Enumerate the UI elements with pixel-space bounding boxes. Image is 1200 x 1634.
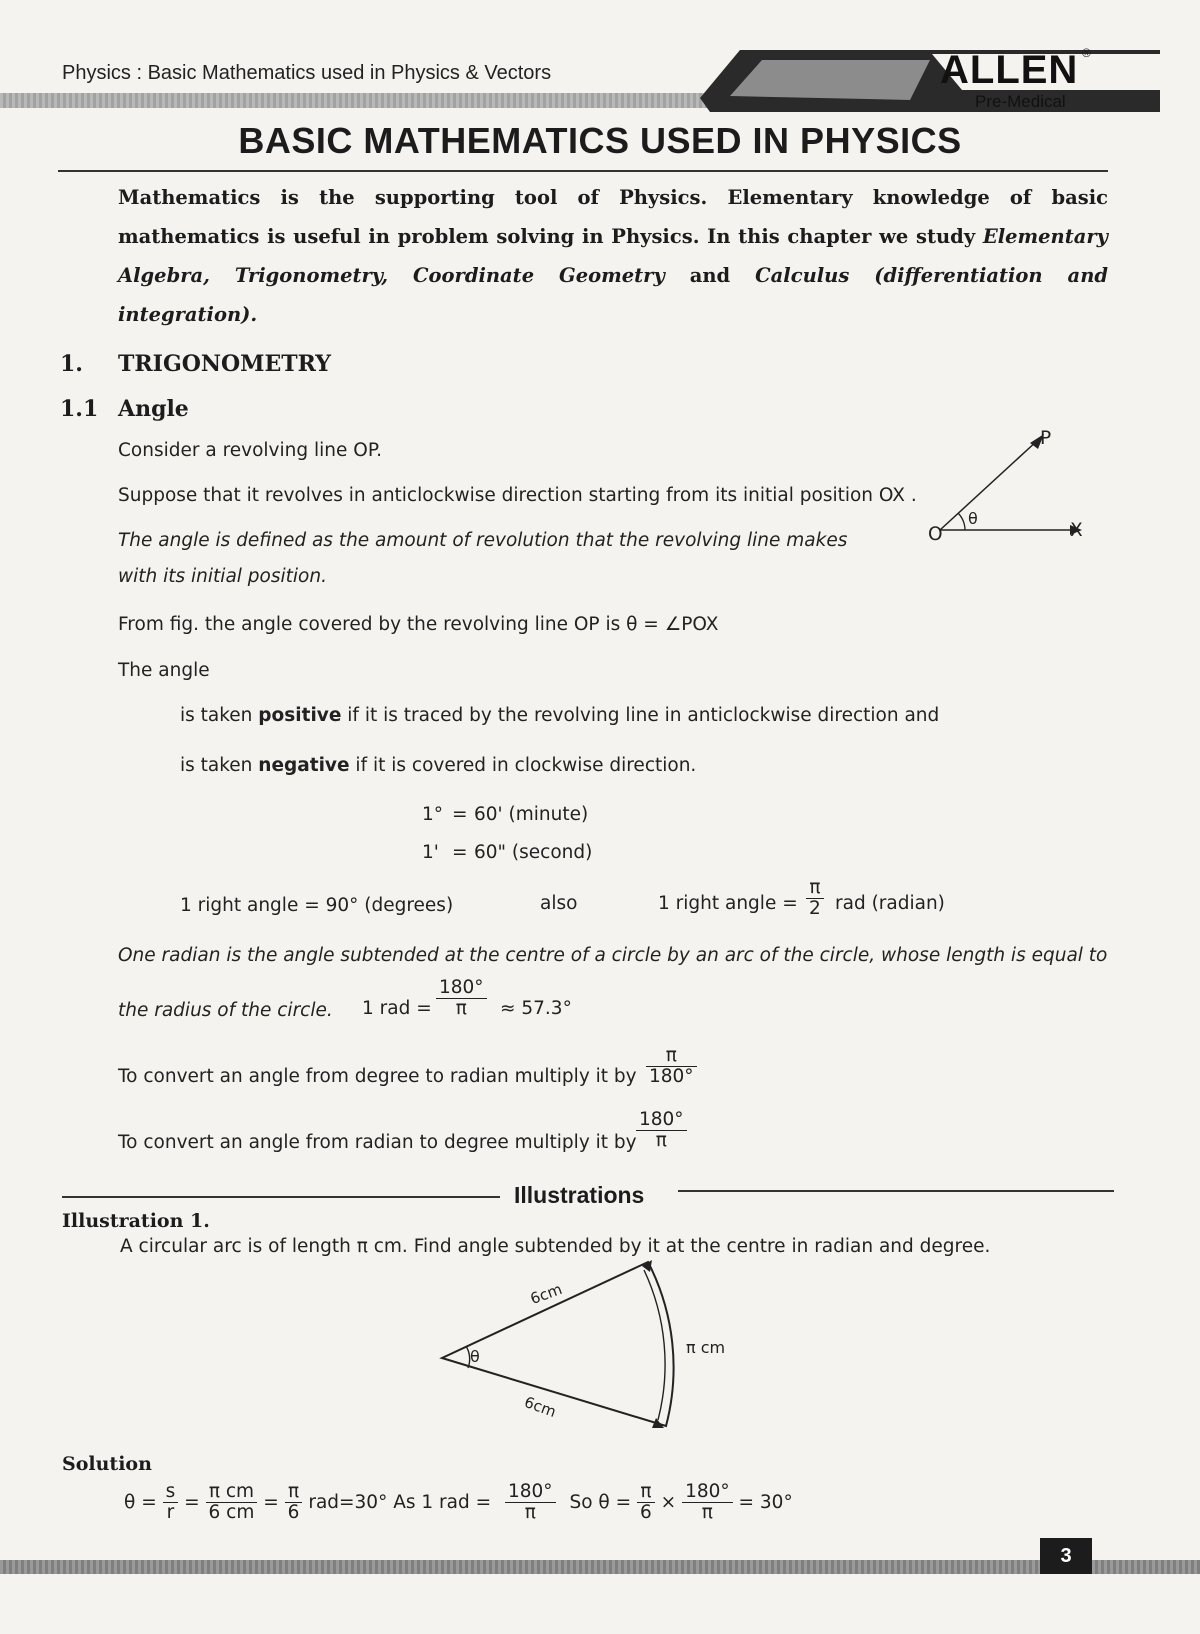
d2r-denominator: 180° — [649, 1066, 694, 1088]
degree-lhs: 1° — [422, 804, 444, 825]
sol-theta-eq: θ = — [124, 1491, 157, 1513]
section-1-number: 1. — [60, 351, 83, 377]
illustration-label: Illustration 1. — [62, 1210, 210, 1232]
illustrations-rule-right — [678, 1190, 1114, 1192]
sol-eq-1: = — [184, 1491, 200, 1513]
negative-pre: is taken — [180, 755, 259, 776]
fig-label-p: P — [1040, 428, 1052, 449]
registered-mark: ® — [1082, 46, 1091, 60]
illustration-question: A circular arc is of length π cm. Find angle subtended by it at the centre in radian and degree. — [120, 1236, 991, 1257]
intro-trig: Trigonometry, Coordinate Geometry — [234, 264, 665, 287]
allen-logo: ALLEN — [940, 48, 1079, 92]
rad-numerator: 180° — [436, 978, 487, 999]
op-line — [940, 440, 1038, 530]
sol-pi: π — [285, 1482, 303, 1503]
minute-eq: = — [452, 842, 468, 863]
r2d-numerator: 180° — [636, 1110, 687, 1131]
intro-paragraph — [118, 178, 1108, 334]
sector-theta-label: θ — [470, 1347, 480, 1366]
deg-to-rad-text: To convert an angle from degree to radian multiply it by — [118, 1066, 637, 1087]
positive-post: if it is traced by the revolving line in anticlockwise direction and — [341, 705, 940, 726]
d2r-numerator: π — [646, 1046, 697, 1067]
sol-n180: 180° — [505, 1482, 556, 1503]
sol-dpi: π — [524, 1502, 536, 1524]
sol-eq-2: = — [263, 1491, 279, 1513]
sol-r: r — [166, 1502, 175, 1524]
breadcrumb: Physics : Basic Mathematics used in Physics & Vectors — [62, 62, 552, 84]
pi-over-two — [806, 878, 824, 920]
one-rad-pre: 1 rad = — [362, 998, 432, 1019]
angle-line-2: Suppose that it revolves in anticlockwise direction starting from its initial position OX . — [118, 485, 917, 506]
radian-definition-2: the radius of the circle. — [118, 1000, 333, 1021]
degree-eq: = — [452, 804, 468, 825]
title-rule — [58, 170, 1108, 172]
intro-and: and — [664, 264, 756, 287]
page-title: BASIC MATHEMATICS USED IN PHYSICS — [238, 120, 962, 161]
negative-rule — [180, 755, 696, 776]
sol-six: 6 — [287, 1502, 300, 1524]
approx-value: ≈ 57.3° — [500, 998, 572, 1019]
section-1-1-title: Angle — [118, 396, 189, 422]
solution-equation — [124, 1482, 793, 1524]
rad-suffix: rad (radian) — [835, 893, 945, 914]
rad-to-deg-fraction — [636, 1110, 687, 1152]
sol-picm: π cm — [206, 1482, 258, 1503]
angle-definition-1: The angle is defined as the amount of revolution that the revolving line makes — [118, 530, 848, 551]
radian-definition: One radian is the angle subtended at the centre of a circle by an arc of the circle, whose length is equal to — [118, 945, 1108, 966]
sector-bottom-label: 6cm — [521, 1393, 559, 1421]
two-denominator: 2 — [809, 898, 821, 920]
sector-top-label: 6cm — [527, 1280, 565, 1308]
rad-to-deg-text: To convert an angle from radian to degree multiply it by — [118, 1132, 637, 1153]
sol-sixcm: 6 cm — [208, 1502, 255, 1524]
sol-dpi-2: π — [701, 1502, 713, 1524]
the-angle-line: The angle — [118, 660, 210, 681]
pre-medical-label: Pre-Medical — [975, 92, 1066, 111]
angle-definition-2: with its initial position. — [118, 566, 327, 587]
sol-rad30: rad=30° As 1 rad = — [308, 1491, 492, 1513]
negative-post: if it is covered in clockwise direction. — [349, 755, 697, 776]
theta-arc — [958, 513, 965, 530]
fig-label-theta: θ — [968, 509, 978, 528]
r2d-denominator: π — [655, 1130, 667, 1152]
sol-so: So θ = — [569, 1491, 632, 1513]
solution-label: Solution — [62, 1453, 152, 1475]
fig-label-x: X — [1070, 520, 1083, 541]
sol-n180-2: 180° — [682, 1482, 733, 1503]
intro-algebra: Elementary Algebra, — [118, 225, 1108, 287]
sol-pi-2: π — [637, 1482, 655, 1503]
angle-line-1: Consider a revolving line OP. — [118, 440, 382, 461]
footer-band — [0, 1560, 1200, 1574]
intro-calculus: Calculus (differentiation and integration). — [118, 264, 1109, 326]
rad-denominator: π — [455, 998, 467, 1020]
right-angle-radian-pre: 1 right angle = — [658, 893, 798, 914]
positive-pre: is taken — [180, 705, 259, 726]
illustrations-rule-left — [62, 1196, 500, 1198]
intro-text: Mathematics is the supporting tool of Physics. Elementary knowledge of basic mathematics is useful in problem solving in Physics. In this chapter we study — [118, 186, 1108, 248]
positive-rule — [180, 705, 939, 726]
section-1-title: TRIGONOMETRY — [118, 351, 331, 377]
sol-times: × — [660, 1491, 677, 1513]
revolving-line-figure — [920, 425, 1090, 545]
fig-label-o: O — [928, 524, 943, 545]
logo-banner-shape — [700, 50, 1160, 112]
pi-numerator: π — [806, 878, 824, 899]
section-1-1-number: 1.1 — [60, 396, 99, 422]
sector-arc-label: π cm — [686, 1338, 726, 1357]
right-angle-degrees: 1 right angle = 90° (degrees) — [180, 895, 454, 916]
sol-result: = 30° — [738, 1491, 793, 1513]
sol-s: s — [163, 1482, 179, 1503]
deg-to-rad-fraction — [646, 1046, 697, 1088]
page-number: 3 — [1040, 1538, 1092, 1574]
positive-word: positive — [258, 705, 342, 726]
illustrations-heading: Illustrations — [514, 1182, 645, 1208]
one-rad-fraction — [436, 978, 487, 1020]
minute-lhs: 1' — [422, 842, 439, 863]
degree-rhs: 60' (minute) — [474, 804, 589, 825]
sol-six-2: 6 — [640, 1502, 652, 1524]
negative-word: negative — [258, 755, 350, 776]
from-fig-line: From fig. the angle covered by the revolving line OP is θ = ∠POX — [118, 614, 719, 635]
minute-rhs: 60" (second) — [474, 842, 593, 863]
also-label: also — [540, 893, 578, 914]
